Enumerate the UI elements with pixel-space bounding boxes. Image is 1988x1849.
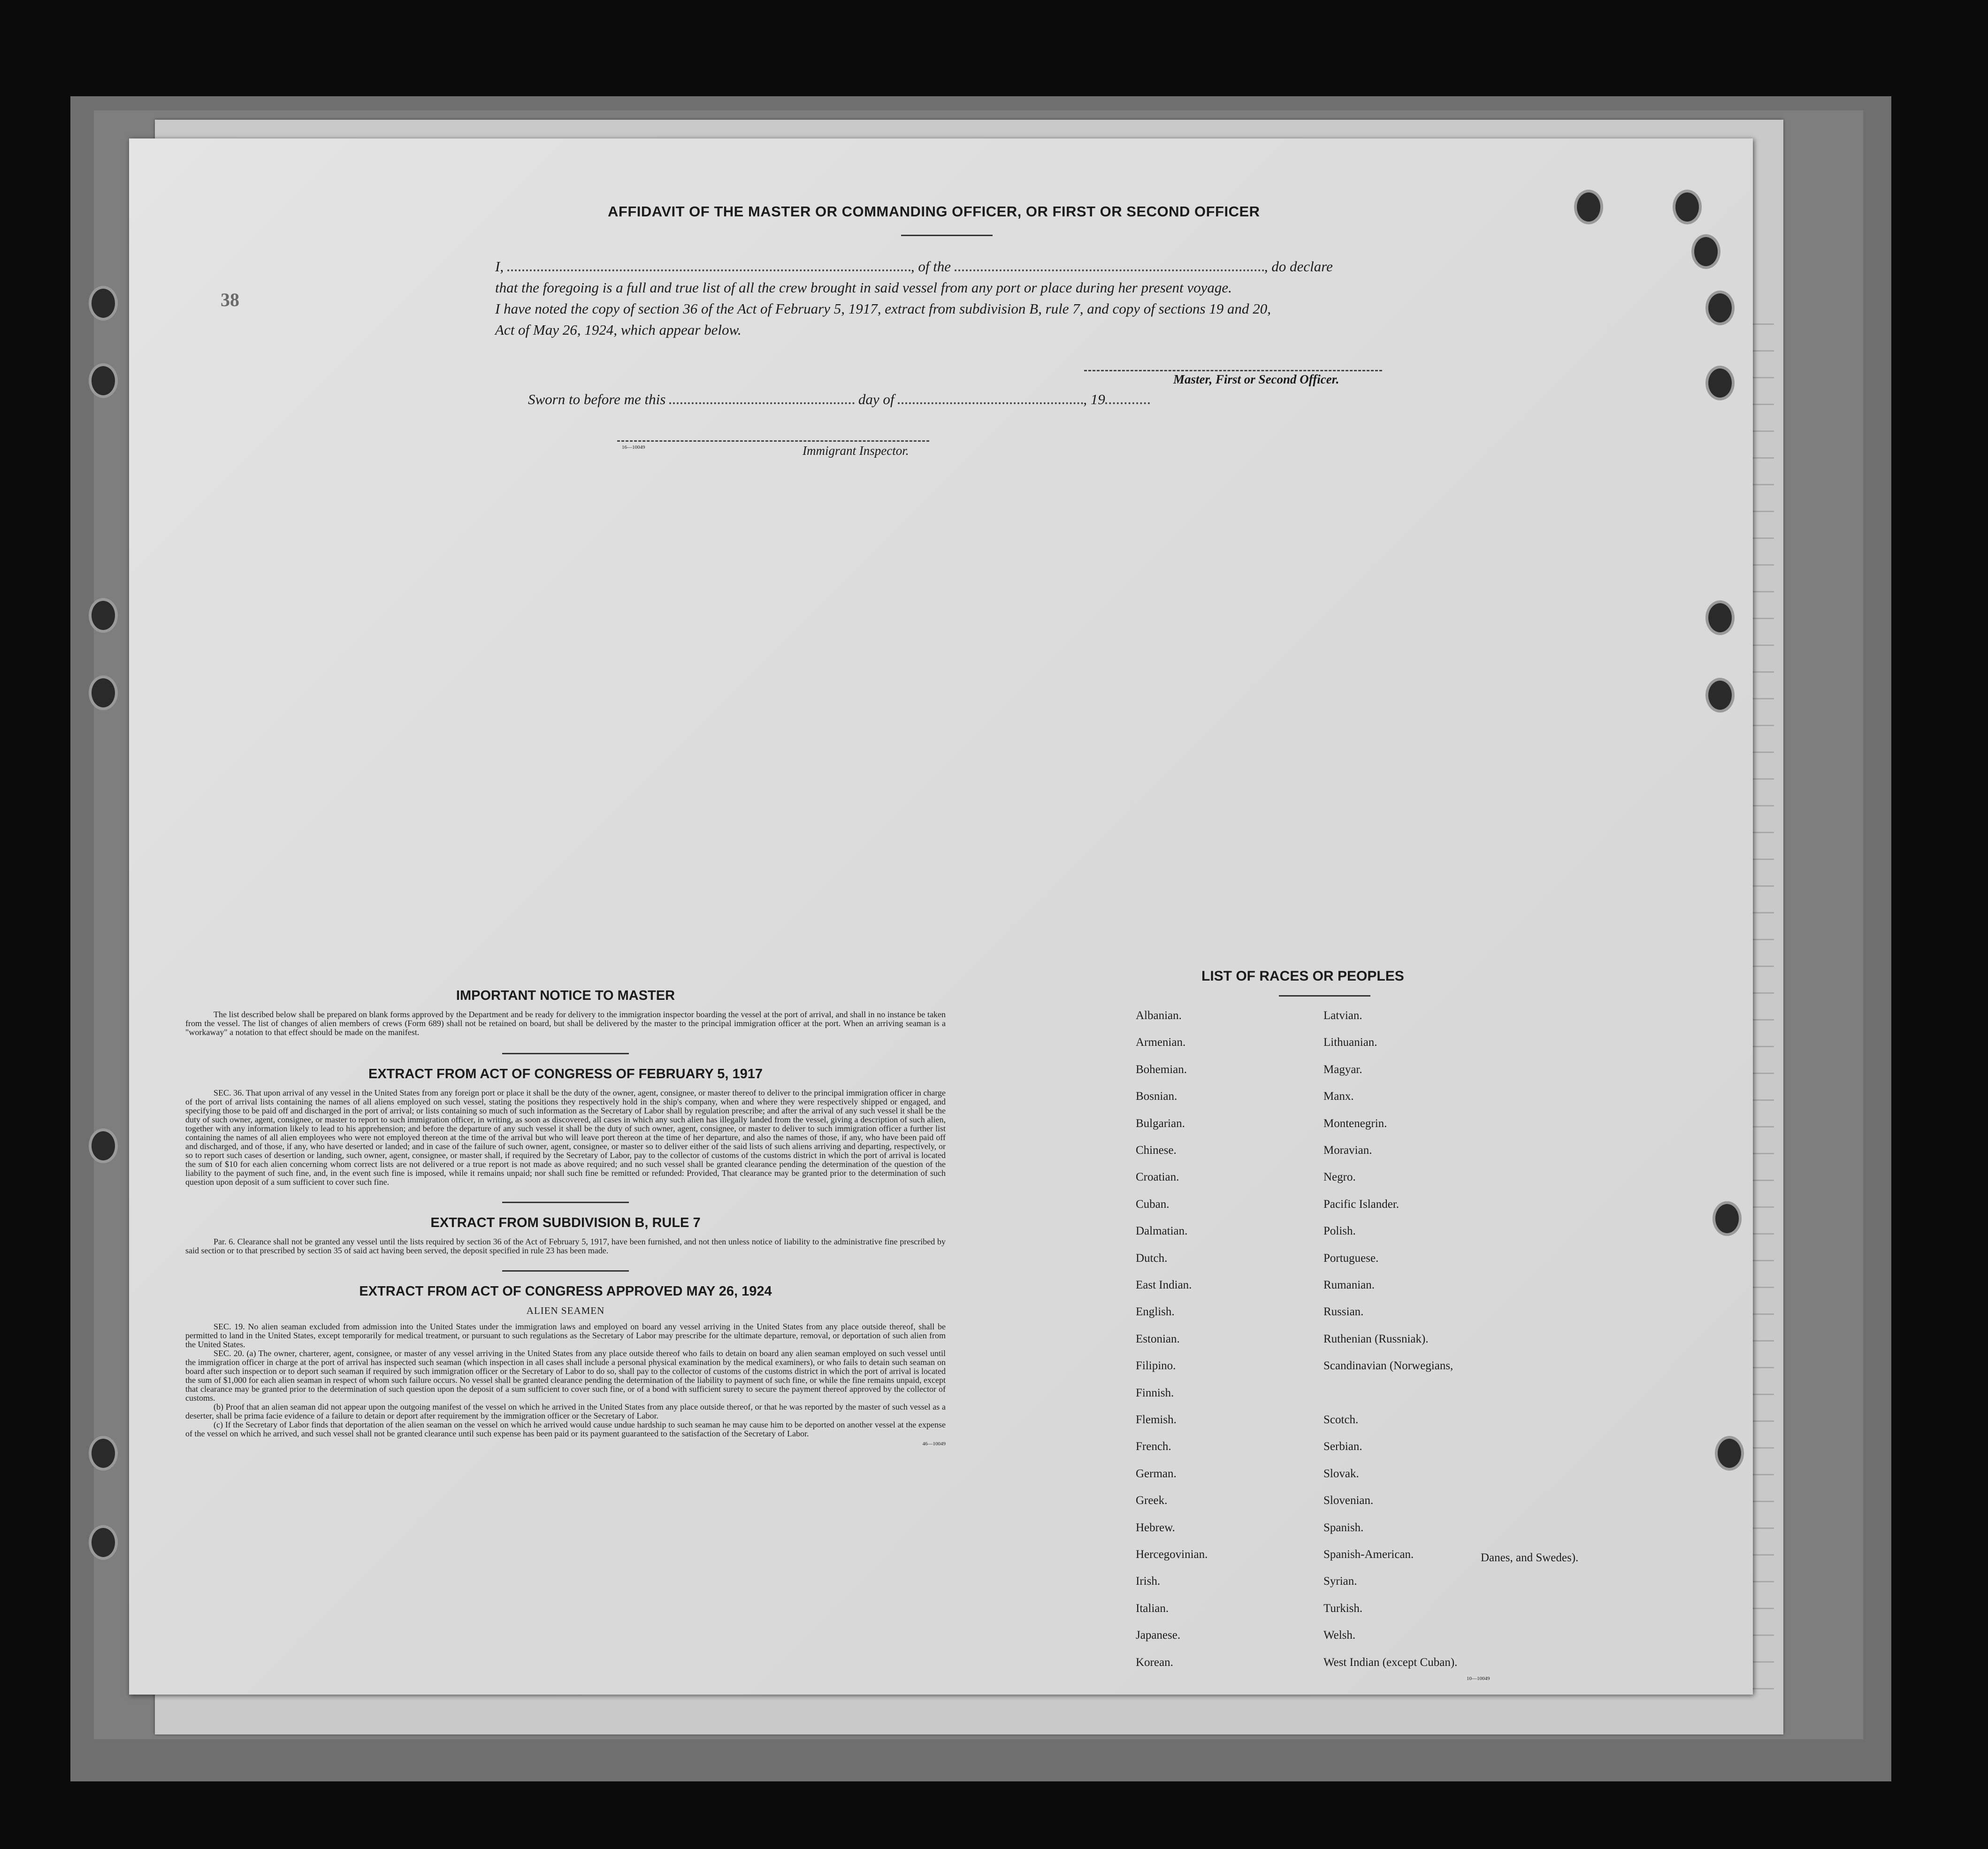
extract-1924-form-number: 46—10049 xyxy=(922,1441,946,1447)
affidavit-line-4: Act of May 26, 1924, which appear below. xyxy=(495,322,742,338)
race-item: English. xyxy=(1136,1305,1175,1319)
sec20b-text: (b) Proof that an alien seaman did not appear upon the outgoing manifest of the vessel on which he arrived in the United States from any place outside thereof, or that he was reported by the master of such vessel as a deserter, shall be prima facie evidence of a failure to detain or deport after requirement by the immigration officer or the Secretary of Labor. xyxy=(185,1402,946,1420)
affidavit-form-number: 16—10049 xyxy=(622,445,645,450)
race-item: Japanese. xyxy=(1136,1629,1181,1642)
race-item: Korean. xyxy=(1136,1656,1173,1669)
race-item: Negro. xyxy=(1323,1171,1356,1184)
race-item: Spanish. xyxy=(1323,1521,1364,1534)
race-item: Dutch. xyxy=(1136,1251,1168,1265)
race-item: Albanian. xyxy=(1136,1009,1182,1022)
affidavit-line-1 xyxy=(495,258,1333,275)
race-item: Slovak. xyxy=(1323,1467,1359,1480)
inspector-signature-line xyxy=(617,440,929,442)
race-item: Ruthenian (Russniak). xyxy=(1323,1332,1429,1345)
extract-1917-text: SEC. 36. That upon arrival of any vessel in the United States from any foreign port or place it shall be the duty of the owner, agent, consignee, or master thereof to deliver to the principal immigration officer in charge of the port of arrival lists containing the names of all aliens employed on such vessel, stating the positions they respectively hold in the ship's company, when and where they were respectively shipped or engaged, and specifying those to be paid off and discharged in the port of arrival; or lists containing so much of such information as the Secretary of Labor shall by regulation prescribe; and after the arrival of any such vessel it shall be the duty of such owner, agent, consignee, or master to report to such immigration officer, in writing, as soon as discovered, all cases in which any such alien has illegally landed from the vessel, giving a description of such alien, together with any information likely to lead to his apprehension; and before the departure of any such vessel it shall be the duty of such owner, agent, consignee, or master to deliver to such immigration officer a further list containing the names of all alien employees who were not employed thereon at the time of the arrival but who will leave port thereon at the time of her departure, and also the names of those, if any, who have been paid off and discharged, and of those, if any, who have deserted or landed; and in case of the failure of such owner, agent, consignee, or master so to deliver either of the said lists of such aliens arriving and departing, respectively, or so to report such cases of desertion or landing, such owner, agent, consignee, or master shall, if required by the Secretary of Labor, pay to the collector of customs of the customs district in which the port of arrival is located the sum of $10 for each alien concerning whom correct lists are not delivered or a true report is not made as above required; and no such vessel shall be granted clearance pending the determination of the question of the liability to the payment of such fine, and, in the event such fine is imposed, while it remains unpaid; nor shall such fine be remitted or refunded: Provided, That clearance may be granted prior to the determination of such question upon deposit of a sum sufficient to cover such fine. xyxy=(185,1088,946,1187)
rule7-title: EXTRACT FROM SUBDIVISION B, RULE 7 xyxy=(430,1215,701,1230)
rule7-text: Par. 6. Clearance shall not be granted any vessel until the lists required by section 36 of the Act of February 5, 1917, have been furnished, and not then unless notice of liability to the administrative fine prescribed by said section or to that prescribed by section 35 of said act having been served, the deposit specified in rule 23 has been made. xyxy=(185,1237,946,1255)
sworn-day-blank xyxy=(669,402,855,404)
binder-hole xyxy=(1708,368,1732,398)
name-blank xyxy=(507,269,911,271)
race-item: Filipino. xyxy=(1136,1359,1176,1373)
sworn-text: Sworn to before me this xyxy=(528,391,666,407)
notice-text: The list described below shall be prepared on blank forms approved by the Department and be ready for delivery to the immigration inspector boarding the vessel at the port of arrival, and shall in no instance be taken from the vessel. The list of changes of alien members of crews (Form 689) shall not be retained on board, but shall be delivered by the master to the principal immigration officer at the port. When an arriving seaman is a "workaway" a notation to that effect should be made on the manifest. xyxy=(185,1010,946,1037)
binder-hole xyxy=(1694,237,1718,266)
race-item: Estonian. xyxy=(1136,1332,1180,1345)
sworn-month-blank xyxy=(898,402,1083,404)
binder-hole xyxy=(1675,192,1699,222)
binder-hole xyxy=(1715,1204,1739,1233)
document-sheet xyxy=(129,138,1753,1695)
binder-hole xyxy=(92,678,115,707)
binder-hole xyxy=(92,366,115,395)
races-divider xyxy=(1279,995,1370,997)
race-item: Croatian. xyxy=(1136,1171,1179,1184)
sec19-text: SEC. 19. No alien seaman excluded from admission into the United States under the immigration laws and employed on board any vessel arriving in the United States from any place outside thereof, shall be permitted to land in the United States, except temporarily for medical treatment, or pursuant to such regulations as the Secretary of Labor may prescribe for the ultimate departure, removal, or deportation of such alien from the United States. xyxy=(185,1322,946,1349)
extract-1924-subtitle: ALIEN SEAMEN xyxy=(526,1305,605,1316)
affidavit-divider xyxy=(901,235,993,236)
race-item: German. xyxy=(1136,1467,1177,1480)
race-item: Hebrew. xyxy=(1136,1521,1175,1534)
race-item: Bohemian. xyxy=(1136,1063,1187,1076)
race-item: Welsh. xyxy=(1323,1629,1356,1642)
race-item: Polish. xyxy=(1323,1225,1356,1238)
affidavit-of-the: , of the xyxy=(910,258,951,275)
margin-handwritten-number: 38 xyxy=(221,289,239,310)
race-item: Turkish. xyxy=(1323,1602,1363,1615)
extract-1924-title: EXTRACT FROM ACT OF CONGRESS APPROVED MAY 26, 1924 xyxy=(359,1284,772,1299)
sworn-year-blank xyxy=(1105,402,1150,404)
binder-hole xyxy=(1708,681,1732,710)
race-item: Syrian. xyxy=(1323,1575,1357,1588)
master-signature-label: Master, First or Second Officer. xyxy=(1173,372,1339,386)
affidavit-line-2: that the foregoing is a full and true list of all the crew brought in said vessel from any port or place during her present voyage. xyxy=(495,279,1232,296)
race-item: Moravian. xyxy=(1323,1144,1372,1157)
race-item: Russian. xyxy=(1323,1305,1364,1319)
race-item: Manx. xyxy=(1323,1090,1354,1103)
extract-1917-divider xyxy=(502,1202,629,1203)
sec20a-text: SEC. 20. (a) The owner, charterer, agent, consignee, or master of any vessel arriving in the United States from any place outside thereof who fails to detain on board any alien seaman employed on such vessel until the immigration officer in charge at the port of arrival has inspected such seaman (which inspection in all cases shall include a personal physical examination by the medical examiners), or who fails to detain such seaman on board after such inspection or to deport such seaman if required by such immigration officer or the Secretary of Labor to do so, shall pay to the collector of customs of the customs district in which the port of arrival is located the sum of $1,000 for each alien seaman in respect of whom such failure occurs. No vessel shall be granted clearance pending the determination of the liability to payment of such fine, or while the fine remains unpaid, except that clearance may be granted prior to the determination of such question upon the deposit of a sum sufficient to cover such fine, or of a bond with sufficient surety to secure the payment thereof approved by the collector of customs. xyxy=(185,1349,946,1403)
affidavit-title: AFFIDAVIT OF THE MASTER OR COMMANDING OFFICER, OR FIRST OR SECOND OFFICER xyxy=(608,203,1260,220)
vessel-blank xyxy=(955,269,1264,271)
race-item: Lithuanian. xyxy=(1323,1036,1377,1049)
affidavit-i: I, xyxy=(495,258,504,275)
binder-hole xyxy=(92,601,115,630)
race-item: Chinese. xyxy=(1136,1144,1177,1157)
race-item: Magyar. xyxy=(1323,1063,1362,1076)
binder-hole xyxy=(1708,293,1732,322)
races-form-number: 10—10049 xyxy=(1467,1676,1490,1681)
race-item: Montenegrin. xyxy=(1323,1117,1387,1130)
race-item: Bulgarian. xyxy=(1136,1117,1185,1130)
binder-hole xyxy=(92,1528,115,1557)
binder-hole xyxy=(92,1439,115,1468)
binder-hole xyxy=(92,289,115,318)
race-item: East Indian. xyxy=(1136,1279,1192,1291)
race-item: Bosnian. xyxy=(1136,1090,1178,1103)
races-title: LIST OF RACES OR PEOPLES xyxy=(1201,968,1404,984)
race-item: Hercegovinian. xyxy=(1136,1548,1208,1561)
binder-hole xyxy=(1577,192,1600,222)
race-item: Serbian. xyxy=(1323,1440,1362,1453)
notice-divider xyxy=(502,1053,629,1054)
affidavit-declare: , do declare xyxy=(1264,258,1333,275)
sworn-line xyxy=(528,391,1150,408)
race-item: Portuguese. xyxy=(1323,1251,1379,1265)
race-item: Italian. xyxy=(1136,1602,1169,1615)
race-item: Irish. xyxy=(1136,1575,1161,1588)
binder-hole xyxy=(92,1131,115,1160)
race-item: Scandinavian (Norwegians, xyxy=(1323,1359,1453,1373)
rule7-divider xyxy=(502,1270,629,1272)
race-item: Rumanian. xyxy=(1323,1279,1375,1291)
race-item: Flemish. xyxy=(1136,1413,1177,1426)
binder-hole xyxy=(1718,1439,1741,1468)
binder-hole xyxy=(1708,603,1732,632)
race-item: Cuban. xyxy=(1136,1197,1170,1211)
affidavit-line-3: I have noted the copy of section 36 of the Act of February 5, 1917, extract from subdivision B, rule 7, and copy of sections 19 and 20, xyxy=(495,300,1271,317)
race-item: Armenian. xyxy=(1136,1036,1186,1049)
race-item: French. xyxy=(1136,1440,1171,1453)
race-item: Finnish. xyxy=(1136,1386,1174,1399)
extract-1917-title: EXTRACT FROM ACT OF CONGRESS OF FEBRUARY 5, 1917 xyxy=(368,1066,763,1082)
race-item: Spanish-American. xyxy=(1323,1548,1414,1561)
race-item: West Indian (except Cuban). xyxy=(1323,1656,1458,1669)
race-item: Dalmatian. xyxy=(1136,1225,1188,1238)
race-item: Latvian. xyxy=(1323,1009,1362,1022)
race-item: Pacific Islander. xyxy=(1323,1197,1399,1211)
day-of-text: day of xyxy=(858,391,895,407)
race-item: Slovenian. xyxy=(1323,1494,1374,1507)
legal-column xyxy=(185,988,946,1447)
master-signature-line xyxy=(1084,370,1382,371)
race-item: Greek. xyxy=(1136,1494,1168,1507)
scandinavian-continuation: Danes, and Swedes). xyxy=(1481,1551,1579,1564)
notice-title: IMPORTANT NOTICE TO MASTER xyxy=(456,988,675,1003)
inspector-label: Immigrant Inspector. xyxy=(803,444,909,458)
year-text: , 19 xyxy=(1083,391,1105,407)
sec20c-text: (c) If the Secretary of Labor finds that deportation of the alien seaman on the vessel on which he arrived would cause undue hardship to such seaman he may cause him to be deported on another vessel at the expense of the vessel on which he arrived, and such vessel shall not be granted clearance until such expense has been paid or its payment guaranteed to the satisfaction of the Secretary of Labor. xyxy=(185,1420,946,1438)
race-item: Scotch. xyxy=(1323,1413,1359,1426)
